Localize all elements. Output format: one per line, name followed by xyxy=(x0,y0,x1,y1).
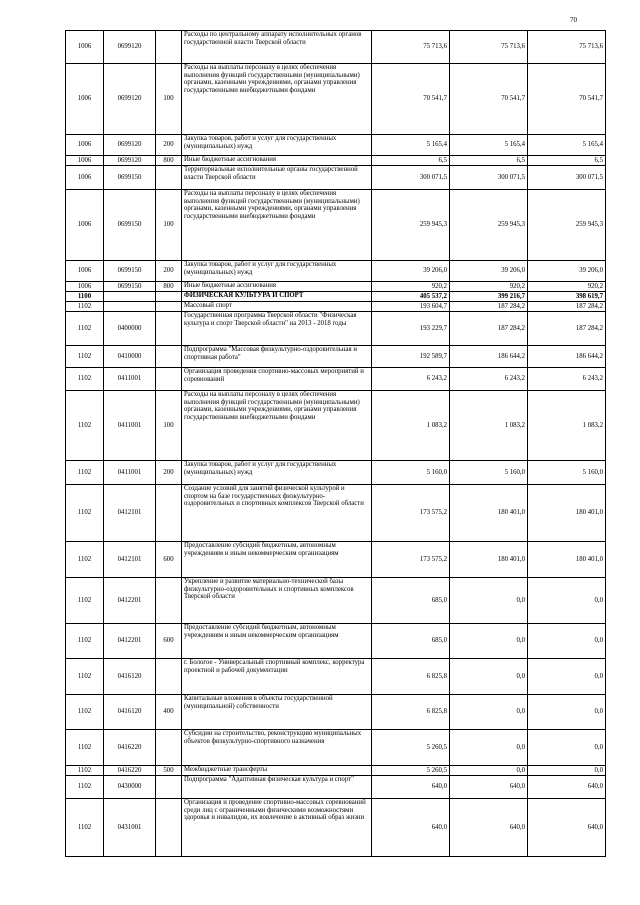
table-row xyxy=(66,624,606,659)
target-article-cell: 0411001 xyxy=(104,368,156,391)
amount-year-1-cell: 300 071,5 xyxy=(372,166,450,190)
section-code-cell: 1006 xyxy=(66,64,104,135)
target-article-cell: 0416220 xyxy=(104,766,156,776)
table-row xyxy=(66,156,606,166)
amount-year-1-cell: 5 160,0 xyxy=(372,461,450,485)
section-code-cell: 1102 xyxy=(66,730,104,766)
item-name-cell: Иные бюджетные ассигнования xyxy=(182,282,372,292)
target-article-cell: 0412201 xyxy=(104,578,156,624)
table-row xyxy=(66,485,606,542)
item-name-cell: Расходы на выплаты персоналу в целях обеспечения выполнения функций государственными (муниципальными) органами, казенными учреждениями, органами управления государственными внебюджетными фондами xyxy=(182,64,372,135)
amount-year-2-cell: 5 160,0 xyxy=(450,461,528,485)
item-name-cell: Предоставление субсидий бюджетным, автономным учреждениям и иным некоммерческим организациям xyxy=(182,624,372,659)
amount-year-1-cell: 259 945,3 xyxy=(372,190,450,261)
target-article-cell: 0699150 xyxy=(104,261,156,282)
amount-year-2-cell: 5 165,4 xyxy=(450,135,528,156)
target-article-cell: 0411001 xyxy=(104,391,156,461)
expense-type-cell: 400 xyxy=(156,695,182,730)
expense-type-cell: 200 xyxy=(156,461,182,485)
table-row xyxy=(66,578,606,624)
expense-type-cell: 200 xyxy=(156,261,182,282)
item-name-cell: Закупка товаров, работ и услуг для государственных (муниципальных) нужд xyxy=(182,135,372,156)
amount-year-2-cell: 187 284,2 xyxy=(450,302,528,312)
amount-year-2-cell: 0,0 xyxy=(450,766,528,776)
amount-year-3-cell: 186 644,2 xyxy=(528,346,606,368)
table-row xyxy=(66,261,606,282)
amount-year-3-cell: 920,2 xyxy=(528,282,606,292)
table-row xyxy=(66,776,606,799)
amount-year-3-cell: 640,0 xyxy=(528,799,606,857)
amount-year-3-cell: 0,0 xyxy=(528,578,606,624)
amount-year-1-cell: 6,5 xyxy=(372,156,450,166)
section-code-cell: 1102 xyxy=(66,346,104,368)
table-row xyxy=(66,368,606,391)
item-name-cell: Предоставление субсидий бюджетным, автономным учреждениям и иным некоммерческим организациям xyxy=(182,542,372,578)
amount-year-2-cell: 0,0 xyxy=(450,624,528,659)
expense-type-cell xyxy=(156,368,182,391)
section-code-cell: 1102 xyxy=(66,391,104,461)
amount-year-1-cell: 193 229,7 xyxy=(372,312,450,346)
target-article-cell: 0411001 xyxy=(104,461,156,485)
amount-year-2-cell: 180 401,0 xyxy=(450,542,528,578)
amount-year-1-cell: 5 260,5 xyxy=(372,730,450,766)
target-article-cell: 0412101 xyxy=(104,485,156,542)
table-row xyxy=(66,135,606,156)
amount-year-2-cell: 6 243,2 xyxy=(450,368,528,391)
amount-year-3-cell: 6 243,2 xyxy=(528,368,606,391)
amount-year-3-cell: 39 206,0 xyxy=(528,261,606,282)
amount-year-2-cell: 0,0 xyxy=(450,578,528,624)
amount-year-2-cell: 300 071,5 xyxy=(450,166,528,190)
item-name-cell: Государственная программа Тверской области "Физическая культура и спорт Тверской области" на 2013 - 2018 годы xyxy=(182,312,372,346)
section-code-cell: 1102 xyxy=(66,312,104,346)
table-row xyxy=(66,730,606,766)
target-article-cell: 0416120 xyxy=(104,659,156,695)
amount-year-3-cell: 180 401,0 xyxy=(528,542,606,578)
target-article-cell: 0699150 xyxy=(104,166,156,190)
table-row xyxy=(66,659,606,695)
expense-type-cell: 800 xyxy=(156,282,182,292)
section-code-cell: 1102 xyxy=(66,659,104,695)
expense-type-cell: 100 xyxy=(156,391,182,461)
section-code-cell: 1006 xyxy=(66,156,104,166)
table-row xyxy=(66,312,606,346)
amount-year-2-cell: 0,0 xyxy=(450,695,528,730)
amount-year-1-cell: 1 083,2 xyxy=(372,391,450,461)
amount-year-1-cell: 193 604,7 xyxy=(372,302,450,312)
amount-year-1-cell: 920,2 xyxy=(372,282,450,292)
amount-year-1-cell: 5 165,4 xyxy=(372,135,450,156)
expense-type-cell: 800 xyxy=(156,156,182,166)
table-row xyxy=(66,190,606,261)
item-name-cell: Организация проведения спортивно-массовых мероприятий и соревнований xyxy=(182,368,372,391)
table-row xyxy=(66,391,606,461)
section-code-cell: 1102 xyxy=(66,695,104,730)
target-article-cell: 0699120 xyxy=(104,156,156,166)
amount-year-2-cell: 39 206,0 xyxy=(450,261,528,282)
expense-type-cell xyxy=(156,776,182,799)
item-name-cell: Подпрограмма "Массовая физкультурно-оздоровительная и спортивная работа" xyxy=(182,346,372,368)
target-article-cell: 0400000 xyxy=(104,312,156,346)
amount-year-1-cell: 39 206,0 xyxy=(372,261,450,282)
amount-year-3-cell: 300 071,5 xyxy=(528,166,606,190)
expense-type-cell xyxy=(156,799,182,857)
target-article-cell: 0699120 xyxy=(104,64,156,135)
amount-year-3-cell: 0,0 xyxy=(528,624,606,659)
item-name-cell: Субсидии на строительство, реконструкцию муниципальных объектов физкультурно-спортивного назначения xyxy=(182,730,372,766)
amount-year-2-cell: 259 945,3 xyxy=(450,190,528,261)
table-row xyxy=(66,166,606,190)
item-name-cell: Массовый спорт xyxy=(182,302,372,312)
item-name-cell: Расходы на выплаты персоналу в целях обеспечения выполнения функций государственными (муниципальными) органами, казенными учреждениями, органами управления государственными внебюджетными фондами xyxy=(182,190,372,261)
amount-year-1-cell: 6 825,8 xyxy=(372,695,450,730)
target-article-cell: 0410000 xyxy=(104,346,156,368)
section-code-cell: 1102 xyxy=(66,624,104,659)
expense-type-cell: 600 xyxy=(156,542,182,578)
section-code-cell: 1102 xyxy=(66,485,104,542)
table-row xyxy=(66,695,606,730)
target-article-cell: 0699120 xyxy=(104,31,156,64)
section-code-cell: 1102 xyxy=(66,578,104,624)
amount-year-1-cell: 405 537,2 xyxy=(372,292,450,302)
amount-year-3-cell: 640,0 xyxy=(528,776,606,799)
expense-type-cell: 200 xyxy=(156,135,182,156)
amount-year-3-cell: 187 284,2 xyxy=(528,302,606,312)
item-name-cell: Подпрограмма "Адаптивная физическая культура и спорт" xyxy=(182,776,372,799)
target-article-cell xyxy=(104,302,156,312)
expense-type-cell xyxy=(156,485,182,542)
expense-type-cell xyxy=(156,302,182,312)
budget-table xyxy=(65,30,606,857)
amount-year-2-cell: 6,5 xyxy=(450,156,528,166)
expense-type-cell xyxy=(156,166,182,190)
target-article-cell: 0412101 xyxy=(104,542,156,578)
table-row xyxy=(66,542,606,578)
section-code-cell: 1006 xyxy=(66,261,104,282)
target-article-cell: 0699150 xyxy=(104,190,156,261)
section-code-cell: 1102 xyxy=(66,776,104,799)
section-code-cell: 1006 xyxy=(66,190,104,261)
item-name-cell: Территориальные исполнительные органы государственной власти Тверской области xyxy=(182,166,372,190)
section-code-cell: 1102 xyxy=(66,461,104,485)
section-code-cell: 1102 xyxy=(66,368,104,391)
amount-year-3-cell: 0,0 xyxy=(528,730,606,766)
amount-year-1-cell: 6 243,2 xyxy=(372,368,450,391)
amount-year-1-cell: 685,0 xyxy=(372,624,450,659)
amount-year-3-cell: 259 945,3 xyxy=(528,190,606,261)
amount-year-3-cell: 0,0 xyxy=(528,695,606,730)
expense-type-cell: 600 xyxy=(156,624,182,659)
amount-year-3-cell: 5 165,4 xyxy=(528,135,606,156)
amount-year-3-cell: 180 401,0 xyxy=(528,485,606,542)
amount-year-2-cell: 187 284,2 xyxy=(450,312,528,346)
page-number: 70 xyxy=(570,16,577,24)
section-code-cell: 1006 xyxy=(66,166,104,190)
target-article-cell: 0416220 xyxy=(104,730,156,766)
item-name-cell: Межбюджетные трансферты xyxy=(182,766,372,776)
table-row xyxy=(66,766,606,776)
target-article-cell: 0416120 xyxy=(104,695,156,730)
amount-year-2-cell: 70 541,7 xyxy=(450,64,528,135)
amount-year-1-cell: 6 825,8 xyxy=(372,659,450,695)
amount-year-1-cell: 685,0 xyxy=(372,578,450,624)
amount-year-2-cell: 75 713,6 xyxy=(450,31,528,64)
amount-year-3-cell: 6,5 xyxy=(528,156,606,166)
item-name-cell: Организация и проведение спортивно-массовых соревнований среди лиц с ограниченными физическими возможностями здоровья и инвалидов, их вовлечение в активный образ жизни xyxy=(182,799,372,857)
item-name-cell: Капитальные вложения в объекты государственной (муниципальной) собственности xyxy=(182,695,372,730)
amount-year-2-cell: 180 401,0 xyxy=(450,485,528,542)
amount-year-1-cell: 640,0 xyxy=(372,799,450,857)
target-article-cell: 0431001 xyxy=(104,799,156,857)
expense-type-cell: 100 xyxy=(156,64,182,135)
amount-year-2-cell: 1 083,2 xyxy=(450,391,528,461)
item-name-cell: Укрепление и развитие материально-технической базы физкультурно-оздоровительных и спортивных комплексов Тверской области xyxy=(182,578,372,624)
item-name-cell: Иные бюджетные ассигнования xyxy=(182,156,372,166)
amount-year-3-cell: 0,0 xyxy=(528,659,606,695)
amount-year-3-cell: 70 541,7 xyxy=(528,64,606,135)
table-row xyxy=(66,346,606,368)
item-name-cell: Закупка товаров, работ и услуг для государственных (муниципальных) нужд xyxy=(182,261,372,282)
expense-type-cell xyxy=(156,292,182,302)
section-code-cell: 1102 xyxy=(66,766,104,776)
section-code-cell: 1100 xyxy=(66,292,104,302)
section-code-cell: 1102 xyxy=(66,302,104,312)
amount-year-1-cell: 5 260,5 xyxy=(372,766,450,776)
amount-year-1-cell: 70 541,7 xyxy=(372,64,450,135)
target-article-cell: 0430000 xyxy=(104,776,156,799)
expense-type-cell xyxy=(156,346,182,368)
table-row xyxy=(66,302,606,312)
amount-year-1-cell: 640,0 xyxy=(372,776,450,799)
amount-year-2-cell: 399 216,7 xyxy=(450,292,528,302)
amount-year-3-cell: 1 083,2 xyxy=(528,391,606,461)
item-name-cell: Расходы по центральному аппарату исполнительных органов государственной власти Тверской области xyxy=(182,31,372,64)
section-code-cell: 1006 xyxy=(66,282,104,292)
section-code-cell: 1102 xyxy=(66,542,104,578)
item-name-cell: Расходы на выплаты персоналу в целях обеспечения выполнения функций государственными (муниципальными) органами, казенными учреждениями, органами управления государственными внебюджетными фондами xyxy=(182,391,372,461)
amount-year-1-cell: 192 589,7 xyxy=(372,346,450,368)
budget-table-body xyxy=(66,31,606,857)
amount-year-1-cell: 75 713,6 xyxy=(372,31,450,64)
expense-type-cell xyxy=(156,31,182,64)
section-code-cell: 1006 xyxy=(66,135,104,156)
expense-type-cell xyxy=(156,312,182,346)
section-code-cell: 1006 xyxy=(66,31,104,64)
expense-type-cell: 100 xyxy=(156,190,182,261)
amount-year-2-cell: 0,0 xyxy=(450,730,528,766)
table-row xyxy=(66,64,606,135)
expense-type-cell: 500 xyxy=(156,766,182,776)
item-name-cell: Создание условий для занятий физической культурой и спортом на базе государственных физкультурно-оздоровительных и спортивных комплексов Тверской области xyxy=(182,485,372,542)
amount-year-3-cell: 187 284,2 xyxy=(528,312,606,346)
amount-year-2-cell: 186 644,2 xyxy=(450,346,528,368)
expense-type-cell xyxy=(156,730,182,766)
target-article-cell: 0699120 xyxy=(104,135,156,156)
target-article-cell: 0699150 xyxy=(104,282,156,292)
amount-year-3-cell: 5 160,0 xyxy=(528,461,606,485)
expense-type-cell xyxy=(156,578,182,624)
amount-year-2-cell: 640,0 xyxy=(450,776,528,799)
target-article-cell: 0412201 xyxy=(104,624,156,659)
table-row xyxy=(66,31,606,64)
amount-year-2-cell: 920,2 xyxy=(450,282,528,292)
amount-year-2-cell: 0,0 xyxy=(450,659,528,695)
amount-year-1-cell: 173 575,2 xyxy=(372,485,450,542)
amount-year-3-cell: 75 713,6 xyxy=(528,31,606,64)
item-name-cell: ФИЗИЧЕСКАЯ КУЛЬТУРА И СПОРТ xyxy=(182,292,372,302)
amount-year-3-cell: 398 619,7 xyxy=(528,292,606,302)
table-row xyxy=(66,292,606,302)
item-name-cell: Закупка товаров, работ и услуг для государственных (муниципальных) нужд xyxy=(182,461,372,485)
target-article-cell xyxy=(104,292,156,302)
table-row xyxy=(66,282,606,292)
amount-year-2-cell: 640,0 xyxy=(450,799,528,857)
expense-type-cell xyxy=(156,659,182,695)
table-row xyxy=(66,799,606,857)
item-name-cell: г. Бологое - Универсальный спортивный комплекс, корректура проектной и рабочей документации xyxy=(182,659,372,695)
table-row xyxy=(66,461,606,485)
section-code-cell: 1102 xyxy=(66,799,104,857)
amount-year-3-cell: 0,0 xyxy=(528,766,606,776)
amount-year-1-cell: 173 575,2 xyxy=(372,542,450,578)
